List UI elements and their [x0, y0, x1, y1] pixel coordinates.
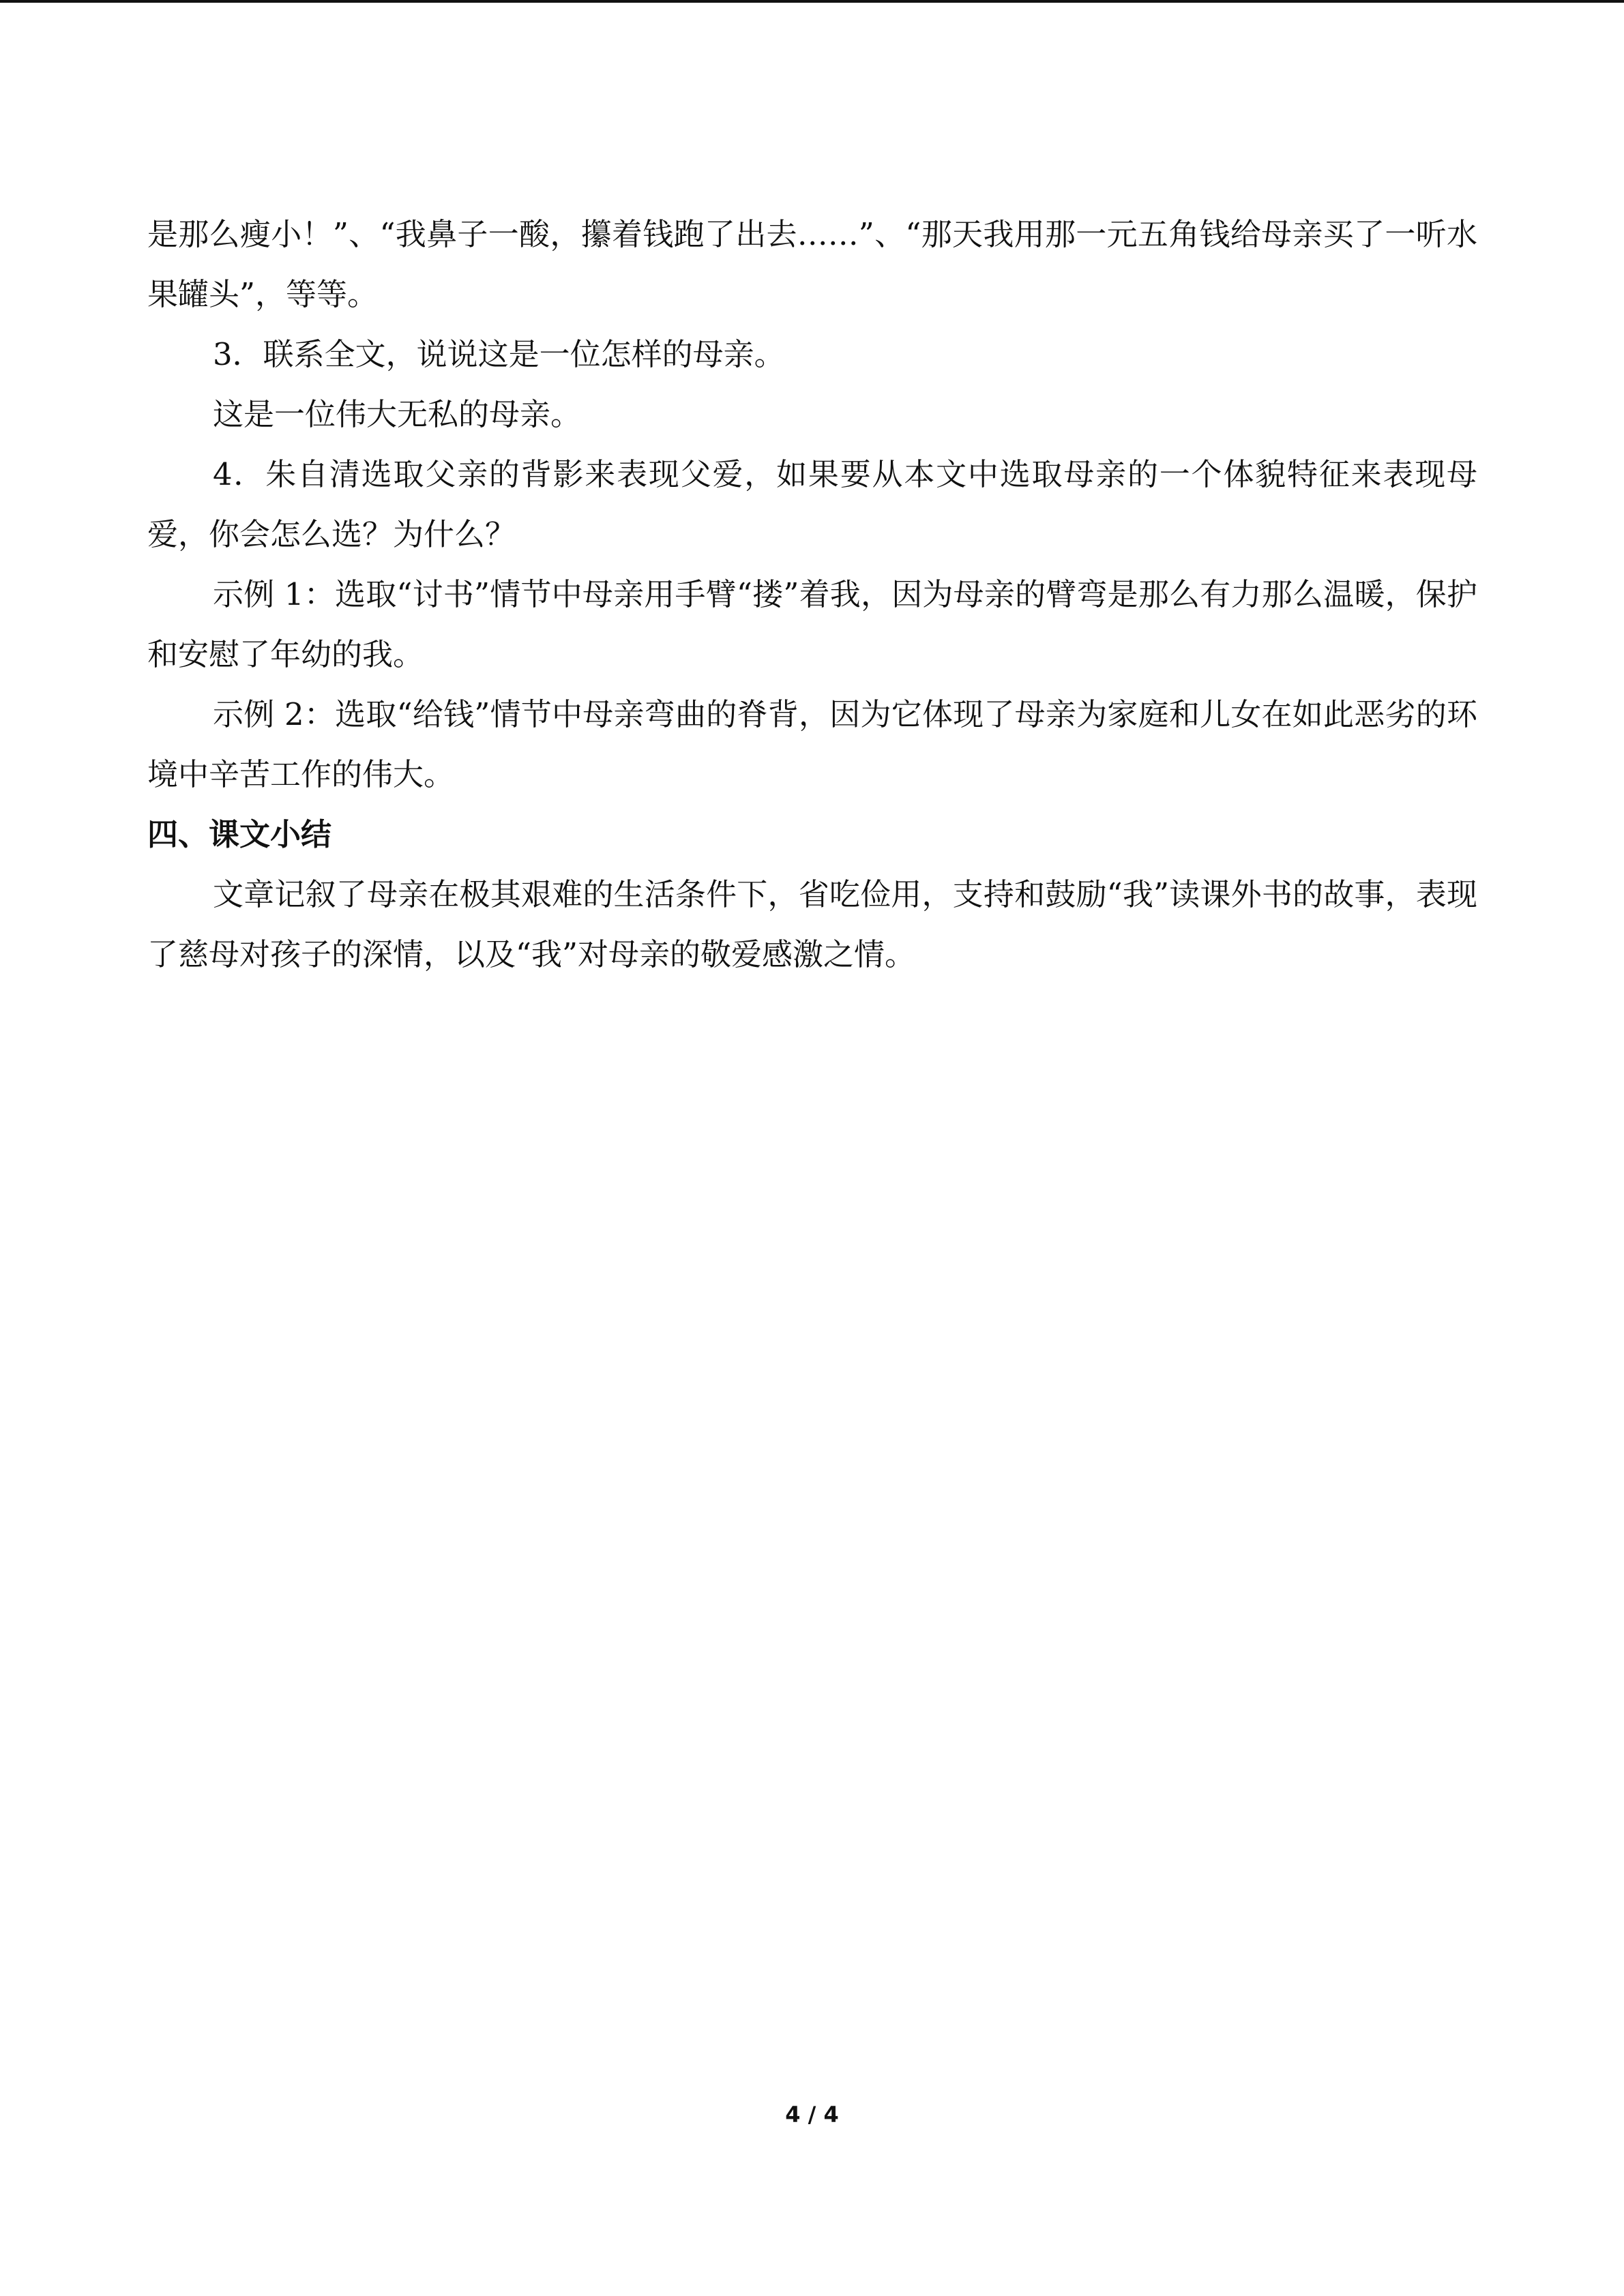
- paragraph-continuation: 是那么瘦小！”、“我鼻子一酸，攥着钱跑了出去……”、“那天我用那一元五角钱给母亲买了一听水果罐头”，等等。: [147, 216, 1477, 312]
- answer-4-example-1: 示例 1：选取“讨书”情节中母亲用手臂“搂”着我，因为母亲的臂弯是那么有力那么温暖，保护和安慰了年幼的我。: [147, 576, 1477, 672]
- page-number: 4 / 4: [785, 2102, 839, 2128]
- summary-paragraph: 文章记叙了母亲在极其艰难的生活条件下，省吃俭用，支持和鼓励“我”读课外书的故事，表现了慈母对孩子的深情，以及“我”对母亲的敬爱感激之情。: [147, 876, 1477, 972]
- answer-4-example-2: 示例 2：选取“给钱”情节中母亲弯曲的脊背，因为它体现了母亲为家庭和儿女在如此恶劣的环境中辛苦工作的伟大。: [147, 696, 1477, 792]
- question-4: 4．朱自清选取父亲的背影来表现父爱，如果要从本文中选取母亲的一个体貌特征来表现母爱，你会怎么选？为什么？: [147, 456, 1477, 552]
- top-border-line: [0, 0, 1624, 3]
- section-heading-summary: 四、课文小结: [147, 816, 332, 852]
- question-3: 3．联系全文，说说这是一位怎样的母亲。: [213, 336, 785, 372]
- answer-3: 这是一位伟大无私的母亲。: [213, 396, 582, 432]
- document-page: [147, 205, 1477, 985]
